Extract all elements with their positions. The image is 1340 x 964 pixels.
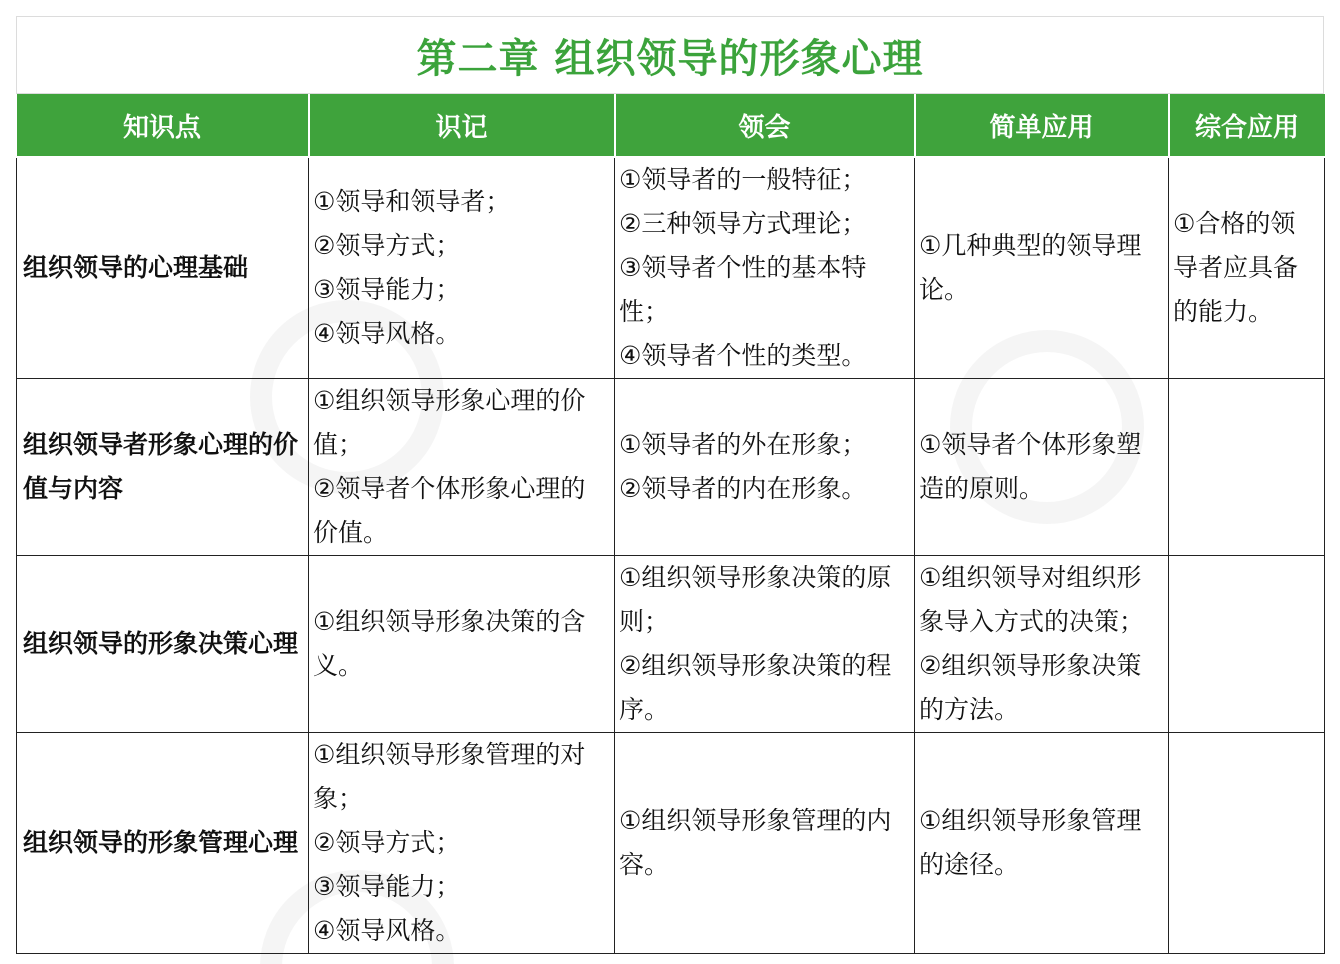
knowledge-point-cell: 组织领导者形象心理的价值与内容 [17, 379, 309, 556]
knowledge-point-cell: 组织领导的形象管理心理 [17, 733, 309, 954]
list-item: ③领导者个性的基本特性； [619, 253, 867, 326]
list-item: ②领导方式； [313, 828, 461, 857]
comprehensive-apply-cell [1169, 379, 1325, 556]
comprehensive-apply-cell [1169, 733, 1325, 954]
header-memorize: 识记 [309, 94, 615, 157]
list-item: ①组织领导形象管理的途径。 [919, 806, 1142, 879]
page-title: 第二章 组织领导的形象心理 [16, 16, 1324, 94]
table-row [17, 379, 1325, 556]
table-row [17, 733, 1325, 954]
list-item: ①领导者的一般特征； [619, 165, 867, 194]
comprehend-cell [615, 733, 915, 954]
list-item: ①领导者的外在形象； [619, 430, 867, 459]
table-row [17, 157, 1325, 379]
memorize-cell [309, 157, 615, 379]
list-item: ①几种典型的领导理论。 [919, 231, 1142, 304]
comprehend-cell [615, 379, 915, 556]
comprehensive-apply-cell [1169, 157, 1325, 379]
list-item: ②领导者个体形象心理的价值。 [313, 474, 586, 547]
list-item: ①组织领导形象管理的内容。 [619, 806, 892, 879]
header-knowledge-point: 知识点 [17, 94, 309, 157]
list-item: ④领导者个性的类型。 [619, 341, 867, 370]
list-item: ①组织领导形象心理的价值； [313, 386, 586, 459]
knowledge-point-cell: 组织领导的形象决策心理 [17, 556, 309, 733]
memorize-cell [309, 733, 615, 954]
list-item: ③领导能力； [313, 275, 461, 304]
table-row [17, 556, 1325, 733]
list-item: ②三种领导方式理论； [619, 209, 867, 238]
knowledge-point-cell: 组织领导的心理基础 [17, 157, 309, 379]
list-item: ①组织领导形象决策的含义。 [313, 607, 586, 680]
comprehend-cell [615, 556, 915, 733]
list-item: ②领导者的内在形象。 [619, 474, 867, 503]
header-comprehend: 领会 [615, 94, 915, 157]
list-item: ①领导者个体形象塑造的原则。 [919, 430, 1142, 503]
list-item: ③领导能力； [313, 872, 461, 901]
list-item: ①组织领导形象管理的对象； [313, 740, 586, 813]
comprehensive-apply-cell [1169, 556, 1325, 733]
table-header-row [17, 94, 1325, 157]
list-item: ②领导方式； [313, 231, 461, 260]
list-item: ④领导风格。 [313, 916, 461, 945]
simple-apply-cell [915, 379, 1169, 556]
list-item: ①组织领导形象决策的原则； [619, 563, 892, 636]
list-item: ①组织领导对组织形象导入方式的决策； [919, 563, 1145, 636]
list-item: ①合格的领导者应具备的能力。 [1173, 209, 1299, 326]
list-item: ②组织领导形象决策的程序。 [619, 651, 892, 724]
knowledge-table [16, 94, 1325, 954]
list-item: ①领导和领导者； [313, 187, 511, 216]
memorize-cell [309, 379, 615, 556]
simple-apply-cell [915, 157, 1169, 379]
simple-apply-cell [915, 556, 1169, 733]
comprehend-cell [615, 157, 915, 379]
memorize-cell [309, 556, 615, 733]
header-simple-apply: 简单应用 [915, 94, 1169, 157]
list-item: ④领导风格。 [313, 319, 461, 348]
list-item: ②组织领导形象决策的方法。 [919, 651, 1142, 724]
header-comprehensive-apply: 综合应用 [1169, 94, 1325, 157]
simple-apply-cell [915, 733, 1169, 954]
